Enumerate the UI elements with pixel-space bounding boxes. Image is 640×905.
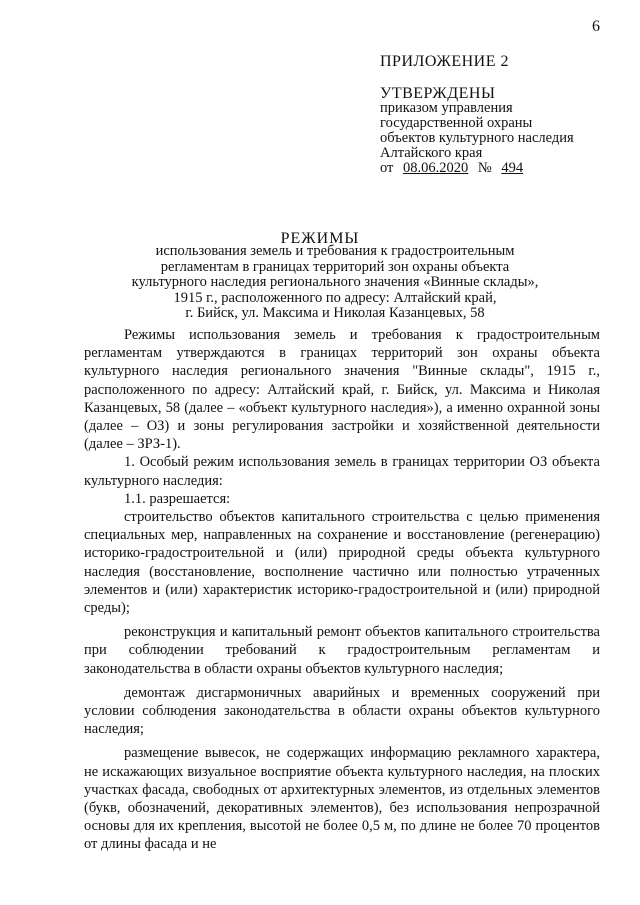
number-prefix: № <box>477 160 492 176</box>
order-date: 08.06.2020 <box>403 160 469 176</box>
appendix-label: ПРИЛОЖЕНИЕ 2 <box>380 53 510 70</box>
body-paragraph: реконструкция и капитальный ремонт объектов капитального строительства при соблюдении требований к градостроительным регламентам и законодательства в области охраны объектов культурного наследия; <box>84 624 600 677</box>
stamp-line: Алтайского края <box>380 145 483 161</box>
stamp-line: приказом управления <box>380 100 513 116</box>
approved-label: УТВЕРЖДЕНЫ <box>380 85 496 102</box>
order-date-line <box>380 161 574 176</box>
order-number: 494 <box>501 160 524 176</box>
approval-stamp <box>380 54 574 176</box>
subtitle-line: культурного наследия регионального значения «Винные склады», <box>131 274 539 290</box>
stamp-line: государственной охраны <box>380 115 533 131</box>
body-paragraph: 1. Особый режим использования земель в границах территории ОЗ объекта культурного наследия: <box>84 454 600 489</box>
subtitle-line: г. Бийск, ул. Максима и Николая Казанцевых, 58 <box>185 305 485 321</box>
subtitle-line: 1915 г., расположенного по адресу: Алтайский край, <box>173 289 497 306</box>
document-title: РЕЖИМЫ <box>280 230 360 247</box>
body-paragraph: демонтаж дисгармоничных аварийных и временных сооружений при условии соблюдения законодательства в области охраны объектов культурного наследия; <box>84 684 600 738</box>
subtitle-line: использования земель и требования к градостроительным <box>155 243 515 259</box>
body-paragraph: строительство объектов капитального строительства с целью применения специальных мер, направленных на сохранение и восстановление (регенерацию) историко-градостроительной и (или) природной среды объекта культурного наследия (восстановление, восполнение частично или полностью утраченных элементов и (или) характеристик историко-градостроительной и (или) природной среды); <box>84 509 600 617</box>
body-paragraph: 1.1. разрешается: <box>124 490 231 507</box>
stamp-line: объектов культурного наследия <box>380 130 574 146</box>
body-paragraph: размещение вывесок, не содержащих информацию рекламного характера, не искажающих визуальное восприятие объекта культурного наследия, на плоских участках фасада, свободных от архитектурных элементов, из отдельных элементов (букв, обозначений, декоративных элементов), без использования непрозрачной основы для их крепления, высотой не более 0,5 м, по длине не более 70 процентов от длины фасада и не <box>84 745 600 853</box>
document-subtitle <box>90 244 580 322</box>
subtitle-line: регламентам в границах территорий зон охраны объекта <box>160 258 510 275</box>
document-body <box>84 326 600 854</box>
date-prefix: от <box>380 160 394 176</box>
page-number: 6 <box>592 18 600 35</box>
body-paragraph: Режимы использования земель и требования к градостроительным регламентам утверждаются в границах территорий зон охраны объекта культурного наследия регионального значения "Винные склады", 1915 г., расположенного по адресу: Алтайский край, г. Бийск, ул. Максима и Николая Казанцевых, 58 (далее – «объект культурного наследия»), а именно охранной зоны (далее – ОЗ) и зоны регулирования застройки и хозяйственной деятельности (далее – ЗРЗ-1). <box>84 327 600 453</box>
